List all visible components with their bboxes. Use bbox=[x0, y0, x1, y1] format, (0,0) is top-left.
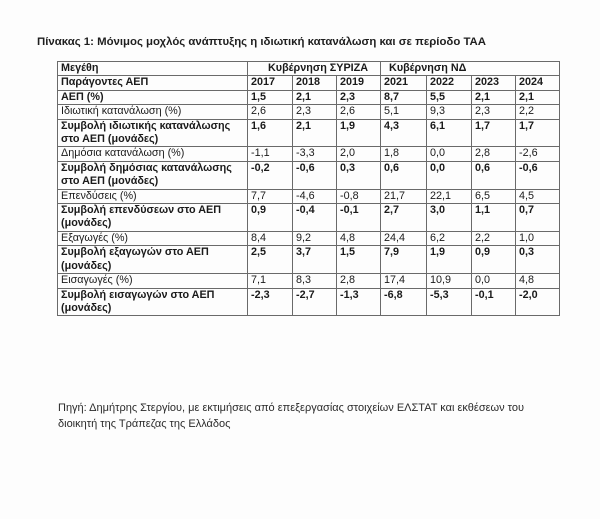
row-label: Επενδύσεις (%) bbox=[58, 189, 248, 203]
header-col-label: Μεγέθη bbox=[58, 62, 248, 76]
cell-value: 6,1 bbox=[427, 119, 472, 147]
header-group-nd: Κυβέρνηση ΝΔ bbox=[381, 62, 560, 76]
cell-value: 10,9 bbox=[427, 274, 472, 288]
cell-value: 2,7 bbox=[381, 204, 427, 232]
cell-value: 1,7 bbox=[516, 119, 560, 147]
table-row bbox=[58, 90, 560, 104]
table-row bbox=[58, 105, 560, 119]
cell-value: 5,5 bbox=[427, 90, 472, 104]
cell-value: 8,7 bbox=[381, 90, 427, 104]
cell-value: 24,4 bbox=[381, 231, 427, 245]
table-title: Πίνακας 1: Μόνιμος μοχλός ανάπτυξης η ιδιωτική κατανάλωση και σε περίοδο ΤΑΑ bbox=[37, 36, 487, 48]
table-row bbox=[58, 119, 560, 147]
table-row bbox=[58, 231, 560, 245]
cell-value: 1,7 bbox=[472, 119, 516, 147]
table-row bbox=[58, 147, 560, 161]
cell-value: 0,7 bbox=[516, 204, 560, 232]
header-row-years bbox=[58, 76, 560, 90]
row-label: Δημόσια κατανάλωση (%) bbox=[58, 147, 248, 161]
cell-value: 1,5 bbox=[337, 246, 381, 274]
cell-value: 8,4 bbox=[248, 231, 293, 245]
cell-value: 4,8 bbox=[516, 274, 560, 288]
cell-value: 7,1 bbox=[248, 274, 293, 288]
row-label: Συμβολή επενδύσεων στο ΑΕΠ (μονάδες) bbox=[58, 204, 248, 232]
cell-value: 1,6 bbox=[248, 119, 293, 147]
cell-value: 9,3 bbox=[427, 105, 472, 119]
row-label: Συμβολή ιδιωτικής κατανάλωσης στο ΑΕΠ (μονάδες) bbox=[58, 119, 248, 147]
table-row bbox=[58, 288, 560, 316]
cell-value: 2,8 bbox=[472, 147, 516, 161]
header-group-syriza: Κυβέρνηση ΣΥΡΙΖΑ bbox=[248, 62, 381, 76]
cell-value: -0,2 bbox=[248, 161, 293, 189]
cell-value: 7,7 bbox=[248, 189, 293, 203]
cell-value: -2,0 bbox=[516, 288, 560, 316]
cell-value: 0,0 bbox=[427, 147, 472, 161]
cell-value: -2,6 bbox=[516, 147, 560, 161]
cell-value: -6,8 bbox=[381, 288, 427, 316]
cell-value: -0,8 bbox=[337, 189, 381, 203]
cell-value: 4,8 bbox=[337, 231, 381, 245]
cell-value: 17,4 bbox=[381, 274, 427, 288]
row-label: Συμβολή εξαγωγών στο ΑΕΠ (μονάδες) bbox=[58, 246, 248, 274]
row-label: Συμβολή δημόσιας κατανάλωσης στο ΑΕΠ (μονάδες) bbox=[58, 161, 248, 189]
cell-value: 2,1 bbox=[293, 119, 337, 147]
cell-value: 9,2 bbox=[293, 231, 337, 245]
cell-value: 1,5 bbox=[248, 90, 293, 104]
cell-value: 22,1 bbox=[427, 189, 472, 203]
table-row bbox=[58, 246, 560, 274]
cell-value: 2,6 bbox=[248, 105, 293, 119]
year-header: 2021 bbox=[381, 76, 427, 90]
cell-value: 0,9 bbox=[248, 204, 293, 232]
year-header: 2022 bbox=[427, 76, 472, 90]
cell-value: 0,6 bbox=[472, 161, 516, 189]
cell-value: -2,7 bbox=[293, 288, 337, 316]
cell-value: 0,0 bbox=[427, 161, 472, 189]
cell-value: 1,0 bbox=[516, 231, 560, 245]
cell-value: -0,1 bbox=[337, 204, 381, 232]
cell-value: 2,5 bbox=[248, 246, 293, 274]
cell-value: 2,3 bbox=[472, 105, 516, 119]
cell-value: 0,0 bbox=[472, 274, 516, 288]
cell-value: 4,3 bbox=[381, 119, 427, 147]
cell-value: 7,9 bbox=[381, 246, 427, 274]
cell-value: 1,9 bbox=[337, 119, 381, 147]
cell-value: 4,5 bbox=[516, 189, 560, 203]
cell-value: -0,4 bbox=[293, 204, 337, 232]
cell-value: 6,2 bbox=[427, 231, 472, 245]
cell-value: -2,3 bbox=[248, 288, 293, 316]
cell-value: 1,9 bbox=[427, 246, 472, 274]
cell-value: 6,5 bbox=[472, 189, 516, 203]
cell-value: 3,7 bbox=[293, 246, 337, 274]
cell-value: 8,3 bbox=[293, 274, 337, 288]
cell-value: 0,3 bbox=[337, 161, 381, 189]
cell-value: 2,1 bbox=[516, 90, 560, 104]
year-header: 2023 bbox=[472, 76, 516, 90]
gdp-factors-table bbox=[57, 61, 560, 316]
year-header: 2019 bbox=[337, 76, 381, 90]
table-row bbox=[58, 274, 560, 288]
cell-value: -0,1 bbox=[472, 288, 516, 316]
cell-value: 1,1 bbox=[472, 204, 516, 232]
cell-value: 2,1 bbox=[472, 90, 516, 104]
cell-value: 5,1 bbox=[381, 105, 427, 119]
row-label: Εξαγωγές (%) bbox=[58, 231, 248, 245]
cell-value: 2,6 bbox=[337, 105, 381, 119]
cell-value: -5,3 bbox=[427, 288, 472, 316]
cell-value: 2,2 bbox=[516, 105, 560, 119]
row-label: Εισαγωγές (%) bbox=[58, 274, 248, 288]
cell-value: -3,3 bbox=[293, 147, 337, 161]
row-label: Συμβολή εισαγωγών στο ΑΕΠ (μονάδες) bbox=[58, 288, 248, 316]
cell-value: 1,8 bbox=[381, 147, 427, 161]
cell-value: 2,2 bbox=[472, 231, 516, 245]
row-label: ΑΕΠ (%) bbox=[58, 90, 248, 104]
header-row-groups bbox=[58, 62, 560, 76]
cell-value: 2,3 bbox=[293, 105, 337, 119]
header-row-label: Παράγοντες ΑΕΠ bbox=[58, 76, 248, 90]
cell-value: 2,0 bbox=[337, 147, 381, 161]
cell-value: 0,6 bbox=[381, 161, 427, 189]
cell-value: 2,1 bbox=[293, 90, 337, 104]
source-note: Πηγή: Δημήτρης Στεργίου, με εκτιμήσεις από επεξεργασίας στοιχείων ΕΛΣΤΑΤ και εκθέσεων του διοικητή της Τράπεζας της Ελλάδος bbox=[58, 402, 524, 430]
cell-value: 0,3 bbox=[516, 246, 560, 274]
year-header: 2018 bbox=[293, 76, 337, 90]
cell-value: -4,6 bbox=[293, 189, 337, 203]
cell-value: -0,6 bbox=[516, 161, 560, 189]
cell-value: 0,9 bbox=[472, 246, 516, 274]
year-header: 2024 bbox=[516, 76, 560, 90]
cell-value: -1,3 bbox=[337, 288, 381, 316]
row-label: Ιδιωτική κατανάλωση (%) bbox=[58, 105, 248, 119]
cell-value: -1,1 bbox=[248, 147, 293, 161]
table-row bbox=[58, 161, 560, 189]
cell-value: -0,6 bbox=[293, 161, 337, 189]
cell-value: 2,3 bbox=[337, 90, 381, 104]
year-header: 2017 bbox=[248, 76, 293, 90]
cell-value: 2,8 bbox=[337, 274, 381, 288]
table-row bbox=[58, 189, 560, 203]
table-row bbox=[58, 204, 560, 232]
cell-value: 21,7 bbox=[381, 189, 427, 203]
cell-value: 3,0 bbox=[427, 204, 472, 232]
